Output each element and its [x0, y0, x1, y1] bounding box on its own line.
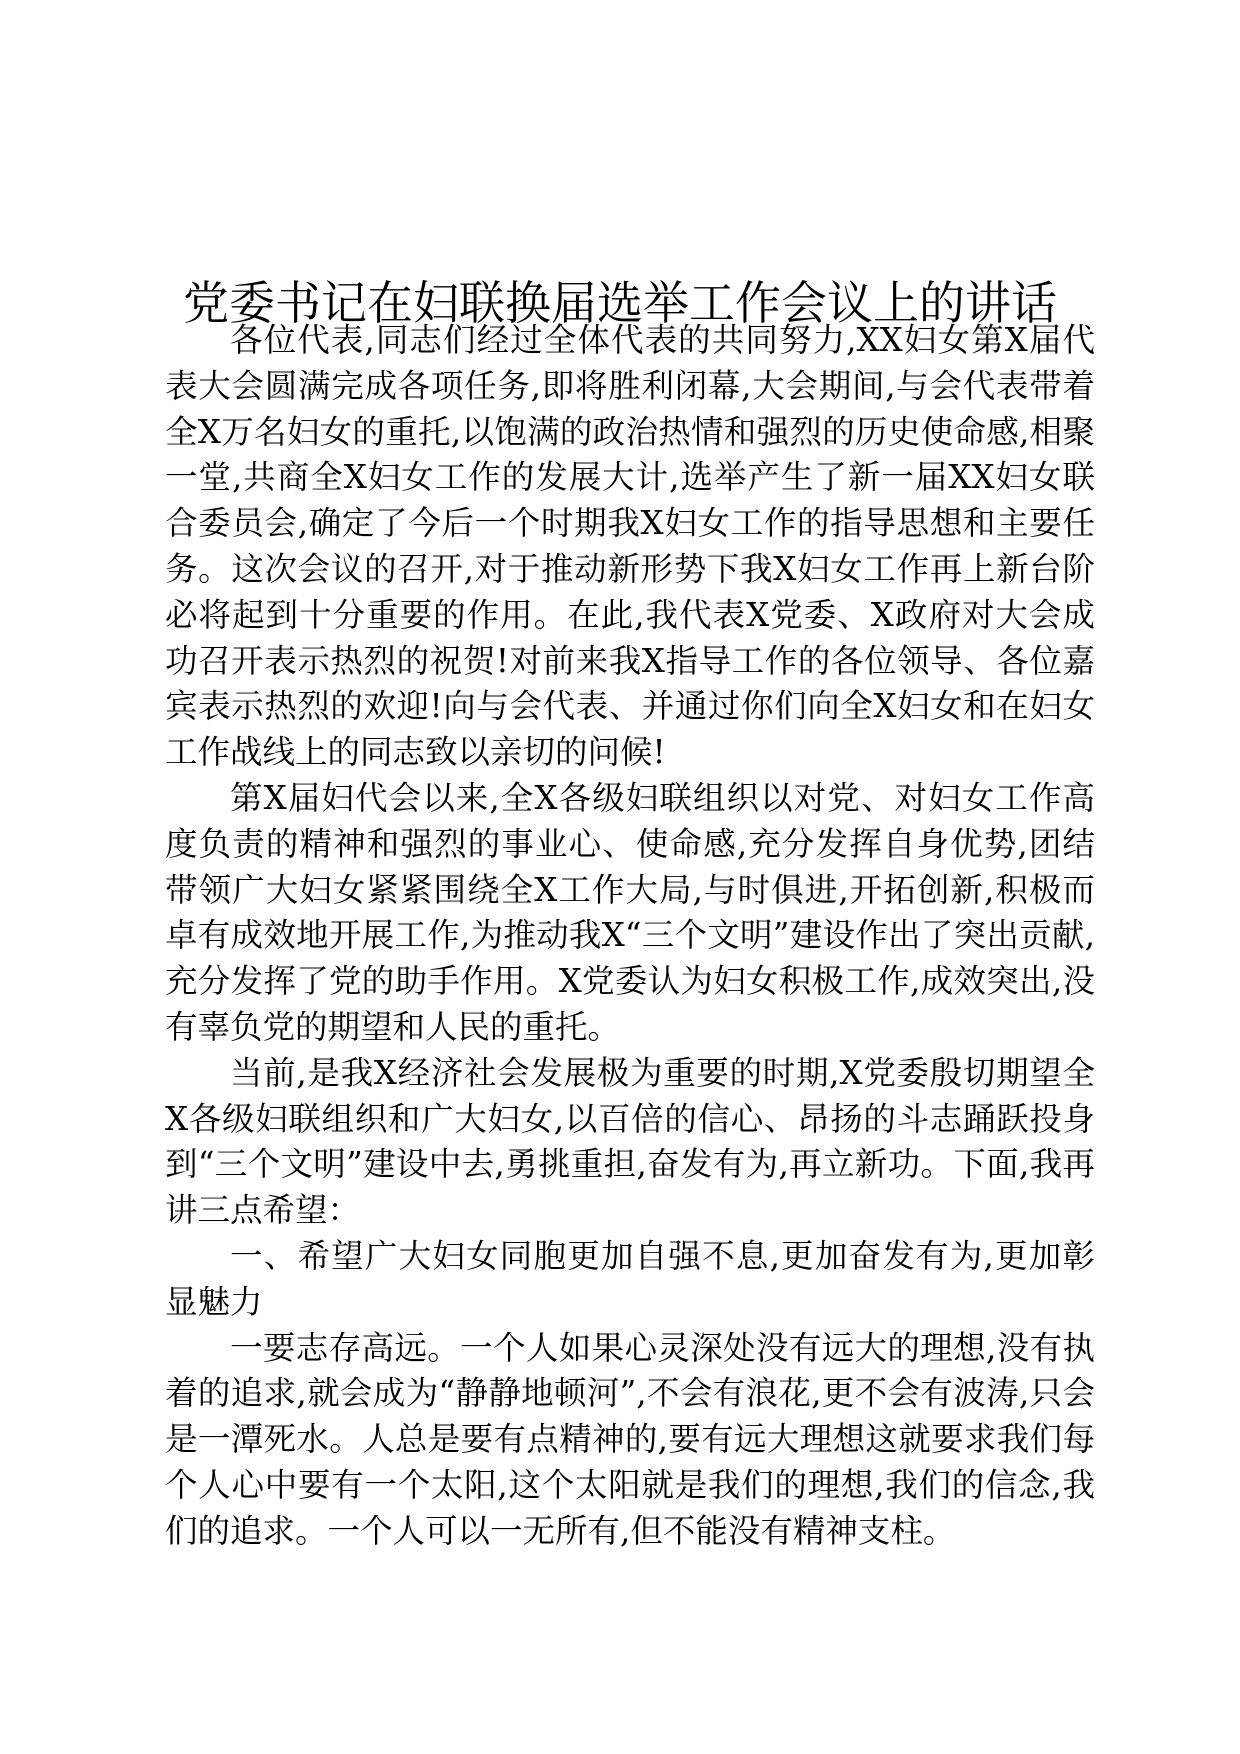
paragraph-2: 第X届妇代会以来,全X各级妇联组织以对党、对妇女工作高度负责的精神和强烈的事业心、使命感,充分发挥自身优势,团结带领广大妇女紧紧围绕全X工作大局,与时俱进,开拓创新,积极而卓有成效地开展工作,为推动我X“三个文明”建设作出了突出贡献,充分发挥了党的助手作用。X党委认为妇女积极工作,成效突出,没有辜负党的期望和人民的重托。 [165, 778, 1095, 1046]
section-heading-1: 一、希望广大妇女同胞更加自强不息,更加奋发有为,更加彰显魅力 [165, 1236, 1095, 1321]
document-body [165, 318, 1095, 1555]
paragraph-4: 一要志存高远。一个人如果心灵深处没有远大的理想,没有执着的追求,就会成为“静静地顿河”,不会有浪花,更不会有波涛,只会是一潭死水。人总是要有点精神的,要有远大理想这就要求我们每个人心中要有一个太阳,这个太阳就是我们的理想,我们的信念,我们的追求。一个人可以一无所有,但不能没有精神支柱。 [165, 1328, 1095, 1550]
paragraph-1: 各位代表,同志们经过全体代表的共同努力,XX妇女第X届代表大会圆满完成各项任务,即将胜利闭幕,大会期间,与会代表带着全X万名妇女的重托,以饱满的政治热情和强烈的历史使命感,相聚一堂,共商全X妇女工作的发展大计,选举产生了新一届XX妇女联合委员会,确定了今后一个时期我X妇女工作的指导思想和主要任务。这次会议的召开,对于推动新形势下我X妇女工作再上新台阶必将起到十分重要的作用。在此,我代表X党委、X政府对大会成功召开表示热烈的祝贺!对前来我X指导工作的各位领导、各位嘉宾表示热烈的欢迎!向与会代表、并通过你们向全X妇女和在妇女工作战线上的同志致以亲切的问候! [165, 321, 1095, 772]
paragraph-3: 当前,是我X经济社会发展极为重要的时期,X党委殷切期望全X各级妇联组织和广大妇女,以百倍的信心、昂扬的斗志踊跃投身到“三个文明”建设中去,勇挑重担,奋发有为,再立新功。下面,我再讲三点希望： [165, 1053, 1095, 1230]
document-title: 党委书记在妇联换届选举工作会议上的讲话 [183, 275, 1057, 330]
